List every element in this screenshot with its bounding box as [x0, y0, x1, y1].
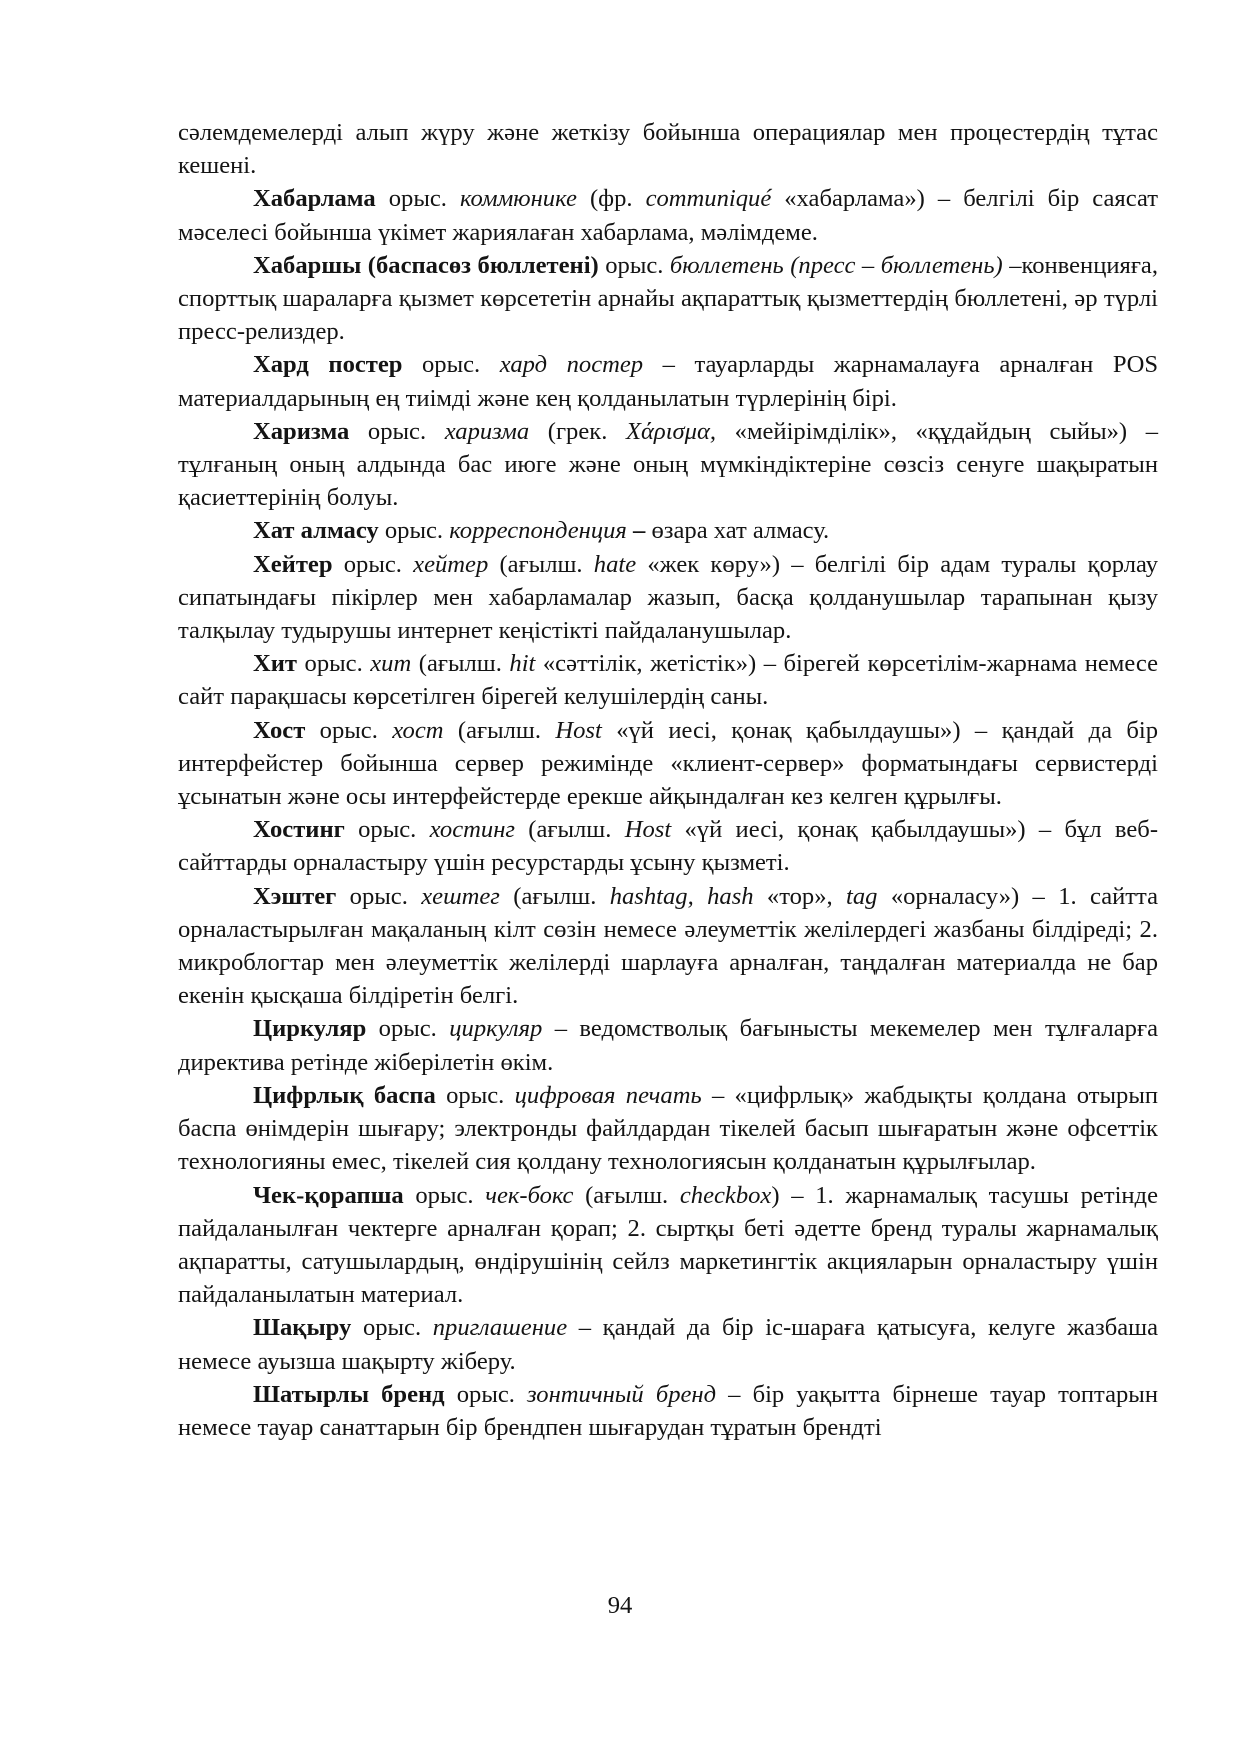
italic-text: communiqué	[645, 185, 772, 213]
entry-text: (ағылш.	[515, 816, 625, 844]
entry-text: (ағылш.	[411, 650, 510, 678]
entry-text: орыс.	[336, 882, 422, 910]
entry-text: –конвенцияға, спорттық шараларға қызмет көрсететін арнайы ақпараттық қызметтердің бюллетені, әр түрлі пресс-релиздер.	[178, 251, 1158, 346]
page-number: 94	[607, 1592, 633, 1619]
entry-text: орыс.	[378, 517, 450, 545]
entry-text: (ағылш.	[488, 550, 594, 578]
italic-text: цифровая печать	[514, 1081, 702, 1109]
italic-text: хостинг	[429, 816, 515, 844]
glossary-entry	[178, 249, 1158, 349]
entry-text: – «цифрлық» жабдықты қолдана отырып баспа өнімдерін шығару; электронды файлдардан тікелей басып шығаратын және офсеттік технологияны емес, тікелей сия қолдану технологиясын қолданатын құрылғылар.	[178, 1081, 1159, 1176]
entry-text: орыс.	[444, 1380, 528, 1408]
entry-text: орыс.	[351, 1314, 433, 1342]
entry-text: – ведомстволық бағынысты мекемелер мен тұлғаларға директива ретінде жіберілетін өкім.	[178, 1015, 1158, 1076]
entry-text: (грек.	[529, 417, 626, 445]
italic-text: Host	[624, 816, 672, 844]
entry-text: орыс.	[297, 650, 371, 678]
glossary-body	[178, 116, 1158, 1444]
entry-text: орыс.	[344, 816, 430, 844]
glossary-entry	[178, 182, 1158, 248]
italic-text: хард постер	[499, 351, 644, 379]
entry-term: Хэштег	[253, 882, 337, 910]
entry-text: орыс.	[375, 185, 460, 213]
entry-text: сәлемдемелерді алып жүру және жеткізу бойынша операциялар мен процестердің тұтас кешені.	[178, 119, 1158, 180]
italic-text: зонтичный бренд	[527, 1380, 717, 1408]
entry-text: «тор»,	[753, 882, 847, 910]
italic-text: коммюнике	[459, 185, 577, 213]
entry-term: Хабаршы (баспасөз бюллетені)	[253, 251, 599, 279]
entry-text: «сәттілік, жетістік») – бірегей көрсетілім-жарнама немесе сайт парақшасы көрсетілген бірегей келушілердің саны.	[178, 650, 1158, 711]
italic-text: Host	[555, 716, 602, 744]
entry-text: орыс.	[435, 1081, 515, 1109]
glossary-entry	[178, 514, 1158, 547]
entry-term: Хостинг	[253, 816, 345, 844]
italic-text: бюллетень (пресс – бюллетень)	[669, 251, 1003, 279]
glossary-entry	[178, 880, 1158, 1013]
entry-text: «мейірімділік», «құдайдың сыйы») – тұлғаның оның алдында бас июге және оның мүмкіндіктеріне сөзсіз сенуге шақыратын қасиеттерінің болуы.	[178, 417, 1158, 512]
entry-term: Хит	[253, 650, 298, 678]
glossary-entry	[178, 348, 1158, 414]
entry-text: өзара хат алмасу.	[645, 517, 830, 545]
glossary-entry	[178, 1378, 1158, 1444]
glossary-entry	[178, 714, 1158, 814]
entry-term: Шақыру	[253, 1314, 352, 1342]
entry-text: (ағылш.	[499, 882, 610, 910]
italic-text: tag	[846, 882, 878, 910]
entry-term: Шатырлы бренд	[253, 1380, 445, 1408]
italic-text: hit	[509, 650, 536, 678]
italic-text: Χάρισμα,	[625, 417, 717, 445]
entry-text: орыс.	[366, 1015, 450, 1043]
glossary-entry	[178, 647, 1158, 713]
entry-text: – қандай да бір іс-шараға қатысуға, келуге жазбаша немесе ауызша шақырту жіберу.	[178, 1314, 1158, 1375]
glossary-entry	[178, 415, 1158, 515]
entry-text: «орналасу») – 1. сайтта орналастырылған мақаланың кілт сөзін немесе әлеуметтік желілердегі жазбаны білдіреді; 2. микроблогтар мен әлеуметтік желілерді шарлауға арналған, таңдалған материалда не бар екенін қысқаша білдіретін белгі.	[178, 882, 1159, 1010]
entry-term: –	[626, 517, 646, 545]
italic-text: хост	[392, 716, 444, 744]
entry-text: (фр.	[576, 185, 646, 213]
entry-text: «үй иесі, қонақ қабылдаушы») – қандай да бір интерфейстер бойынша сервер режимінде «клиент-сервер» форматындағы сервистерді ұсынатын және осы интерфейстерде ерекше айқындалған кез келген құрылғы.	[178, 716, 1159, 811]
entry-term: Хабарлама	[253, 185, 376, 213]
entry-text: «жек көру») – белгілі бір адам туралы қорлау сипатындағы пікірлер мен хабарламалар жазып, басқа қолданушылар тарапынан қызу талқылау тудырушы интернет кеңістікті пайдаланушылар.	[178, 550, 1158, 645]
entry-term: Чек-қорапша	[253, 1181, 404, 1209]
entry-term: Цифрлық баспа	[253, 1081, 436, 1109]
entry-text: (ағылш.	[573, 1181, 680, 1209]
italic-text: циркуляр	[449, 1015, 543, 1043]
entry-text: ) – 1. жарнамалық тасушы ретінде пайдаланылған чектерге арналған қорап; 2. сыртқы беті әдетте бренд туралы жарнамалық ақпаратты, сатушылардың, өндірушінің сейлз маркетингтік акцияларын орналастыру үшін пайдаланылатын материал.	[178, 1181, 1158, 1309]
entry-text: орыс.	[349, 417, 445, 445]
glossary-entry	[178, 548, 1158, 648]
entry-text: орыс.	[403, 1181, 486, 1209]
italic-text: hate	[593, 550, 637, 578]
entry-text: «үй иесі, қонақ қабылдаушы») – бұл веб-сайттарды орналастыру үшін ресурстарды ұсыну қызметі.	[178, 816, 1159, 877]
entry-text: (ағылш.	[443, 716, 556, 744]
italic-text: приглашение	[432, 1314, 568, 1342]
entry-term: Циркуляр	[253, 1015, 367, 1043]
glossary-entry	[178, 1179, 1158, 1312]
entry-text: орыс.	[598, 251, 670, 279]
glossary-entry	[178, 1079, 1158, 1179]
italic-text: хейтер	[413, 550, 489, 578]
glossary-entry	[178, 1012, 1158, 1078]
entry-term: Хард постер	[253, 351, 403, 379]
entry-term: Хейтер	[253, 550, 333, 578]
entry-text: – бір уақытта бірнеше тауар топтарын немесе тауар санаттарын бір брендпен шығарудан тұратын брендті	[178, 1380, 1158, 1441]
italic-text: checkbox	[679, 1181, 772, 1209]
glossary-entry	[178, 813, 1158, 879]
italic-text: корреспонденция	[449, 517, 627, 545]
entry-term: Харизма	[253, 417, 350, 445]
italic-text: харизма	[444, 417, 530, 445]
italic-text: хештег	[421, 882, 500, 910]
entry-text: орыс.	[332, 550, 414, 578]
italic-text: хит	[370, 650, 412, 678]
glossary-entry	[178, 1311, 1158, 1377]
continuation-paragraph	[178, 116, 1158, 182]
entry-text: – тауарларды жарнамалауға арналған POS материалдарының ең тиімді және кең қолданылатын түрлерінің бірі.	[178, 351, 1159, 412]
entry-text: «хабарлама») – белгілі бір саясат мәселесі бойынша үкімет жариялаған хабарлама, мәлімдеме.	[178, 185, 1158, 246]
entry-term: Хат алмасу	[253, 517, 379, 545]
italic-text: чек-бокс	[485, 1181, 574, 1209]
italic-text: hashtag, hash	[609, 882, 754, 910]
entry-text: орыс.	[402, 351, 500, 379]
entry-term: Хост	[253, 716, 306, 744]
entry-text: орыс.	[305, 716, 393, 744]
